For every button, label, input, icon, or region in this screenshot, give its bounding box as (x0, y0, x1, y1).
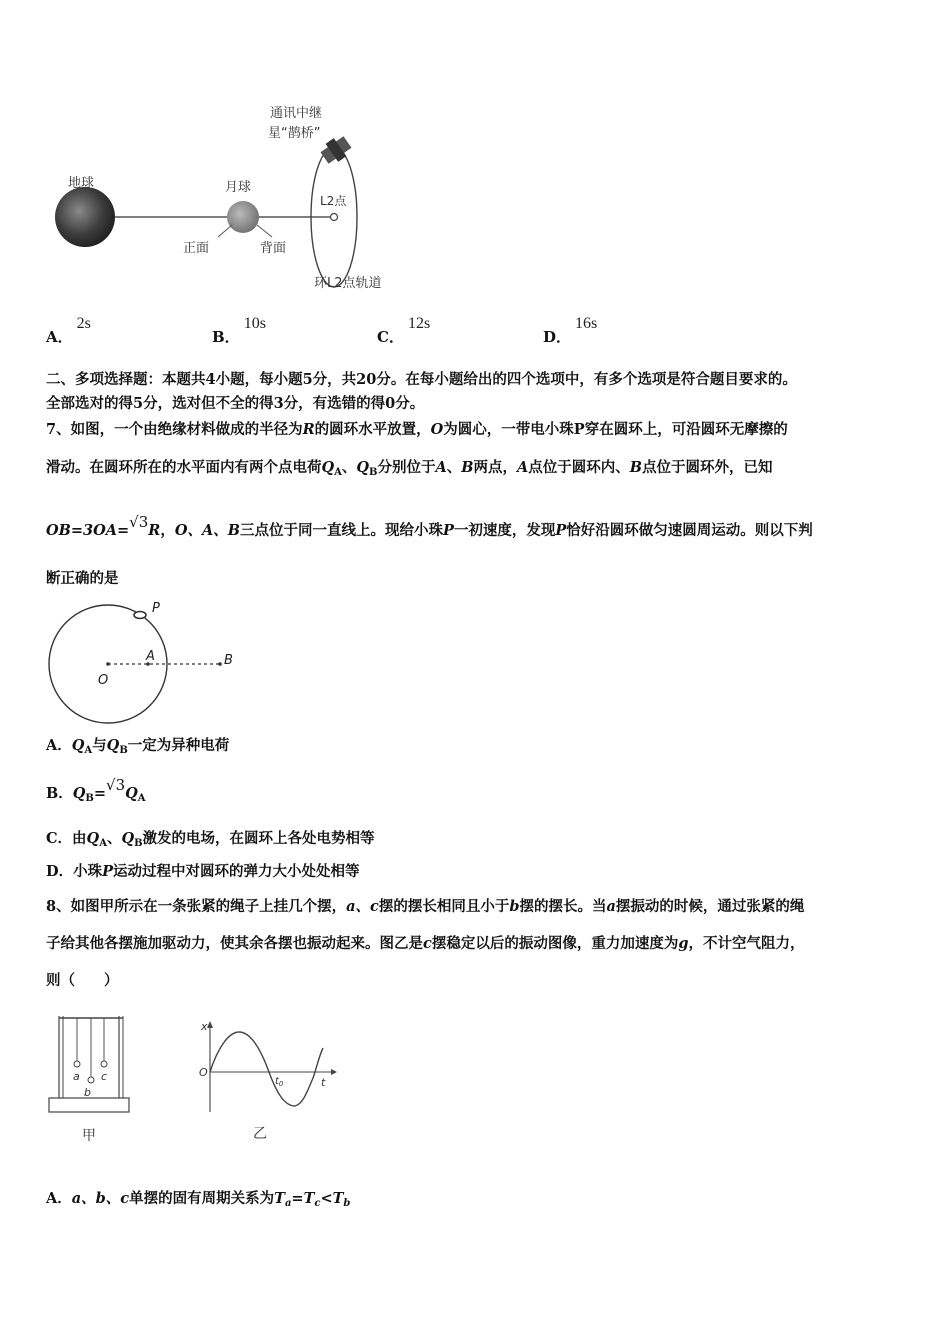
label-c: c (101, 1070, 108, 1083)
sqrt3-icon: √3 (129, 513, 149, 531)
vibration-curve (210, 1032, 323, 1106)
l2-point (331, 214, 338, 221)
back-label: 背面 (260, 241, 287, 256)
q8-line2: 子给其他各摆施加驱动力，使其余各摆也振动起来。图乙是c摆稳定以后的振动图像，重力加速度为g，不计空气阻力， (46, 935, 805, 952)
t0-label: $t_0$ (275, 1076, 284, 1088)
q6-option-a[interactable] (46, 312, 91, 346)
q8-option-a[interactable]: A．a、b、c单摆的固有周期关系为$T_a=T_c<T_b$ (46, 1190, 351, 1209)
section2-line1: 二、多项选择题：本题共4小题，每小题5分，共20分。在每小题给出的四个选项中，有多个选项是符合题目要求的。 (46, 371, 797, 388)
option-label: A． (46, 328, 73, 346)
front-label: 正面 (183, 241, 210, 256)
option-label: C． (377, 328, 404, 346)
earth-icon (55, 187, 115, 247)
label-p: P (152, 601, 160, 616)
sqrt3-icon: √3 (106, 776, 126, 794)
label-yi: 乙 (253, 1126, 267, 1142)
option-value: 16s (575, 315, 598, 332)
label-a: A (146, 649, 155, 664)
q7-line3: OB=3OA=√3R，O、A、B三点位于同一直线上。现给小珠P一初速度，发现P恰好沿圆环做匀速圆周运动。则以下判 (46, 513, 813, 539)
axis-label-t: t (321, 1076, 326, 1089)
q7-option-b[interactable]: B．$Q_B=√3Q_A$ (46, 776, 146, 804)
pendulum-c-bob (101, 1061, 107, 1067)
earth-moon-l2-figure (40, 95, 420, 300)
q7-option-a[interactable]: A．$Q_A$与$Q_B$一定为异种电荷 (46, 737, 230, 756)
q6-option-c[interactable] (377, 312, 431, 346)
relay-label-2: 星“鹊桥” (268, 126, 321, 141)
axis-label-x: x (201, 1020, 208, 1033)
point-o (106, 662, 110, 666)
label-b: B (224, 653, 233, 668)
section2-line2: 全部选对的得5分，选对但不全的得3分，有选错的得0分。 (46, 395, 425, 412)
pendulum-a-bob (74, 1061, 80, 1067)
option-value: 2s (76, 315, 91, 332)
label-o: O (98, 673, 109, 688)
front-pointer (218, 225, 232, 237)
x-arrow-icon (207, 1021, 213, 1028)
option-label: B． (212, 328, 240, 346)
label-a: a (73, 1070, 80, 1083)
moon-label: 月球 (225, 180, 252, 195)
q7-ring-figure (44, 598, 244, 728)
bead-p (134, 612, 146, 619)
origin-label: O (199, 1066, 208, 1079)
q8-line3: 则（ ） (46, 972, 119, 989)
q8-vibration-graph (195, 1016, 340, 1146)
q6-option-d[interactable] (543, 312, 598, 346)
point-b (218, 662, 222, 666)
l2-label: L2点 (320, 194, 347, 208)
earth-label: 地球 (68, 176, 95, 191)
q8-line1: 8、如图甲所示在一条张紧的绳子上挂几个摆，a、c摆的摆长相同且小于b摆的摆长。当a摆振动的时候，通过张紧的绳 (46, 898, 805, 915)
option-value: 12s (407, 315, 431, 332)
option-label: D． (543, 328, 572, 346)
option-value: 10s (243, 315, 266, 332)
t-arrow-icon (331, 1069, 337, 1075)
moon-icon (227, 201, 259, 233)
label-jia: 甲 (82, 1128, 96, 1144)
frame-base (49, 1098, 129, 1112)
q8-pendulum-figure (44, 1008, 144, 1148)
q6-option-b[interactable] (212, 312, 266, 346)
q7-line1: 7、如图，一个由绝缘材料做成的半径为R的圆环水平放置，O为圆心，一带电小珠P穿在圆环上，可沿圆环无摩擦的 (46, 421, 788, 438)
q7-line4: 断正确的是 (46, 570, 119, 587)
q7-option-d[interactable]: D．小珠P运动过程中对圆环的弹力大小处处相等 (46, 863, 360, 880)
orbit-label: 环L2点轨道 (314, 276, 382, 291)
back-pointer (257, 225, 272, 237)
relay-label: 通讯中继 (270, 106, 323, 121)
q7-line2: 滑动。在圆环所在的水平面内有两个点电荷$Q_A$、$Q_B$分别位于A、B两点，A点位于圆环内、B点位于圆环外，已知 (46, 459, 773, 478)
pendulum-b-bob (88, 1077, 94, 1083)
label-b: b (84, 1086, 91, 1099)
q7-option-c[interactable]: C．由$Q_A$、$Q_B$激发的电场，在圆环上各处电势相等 (46, 830, 375, 849)
